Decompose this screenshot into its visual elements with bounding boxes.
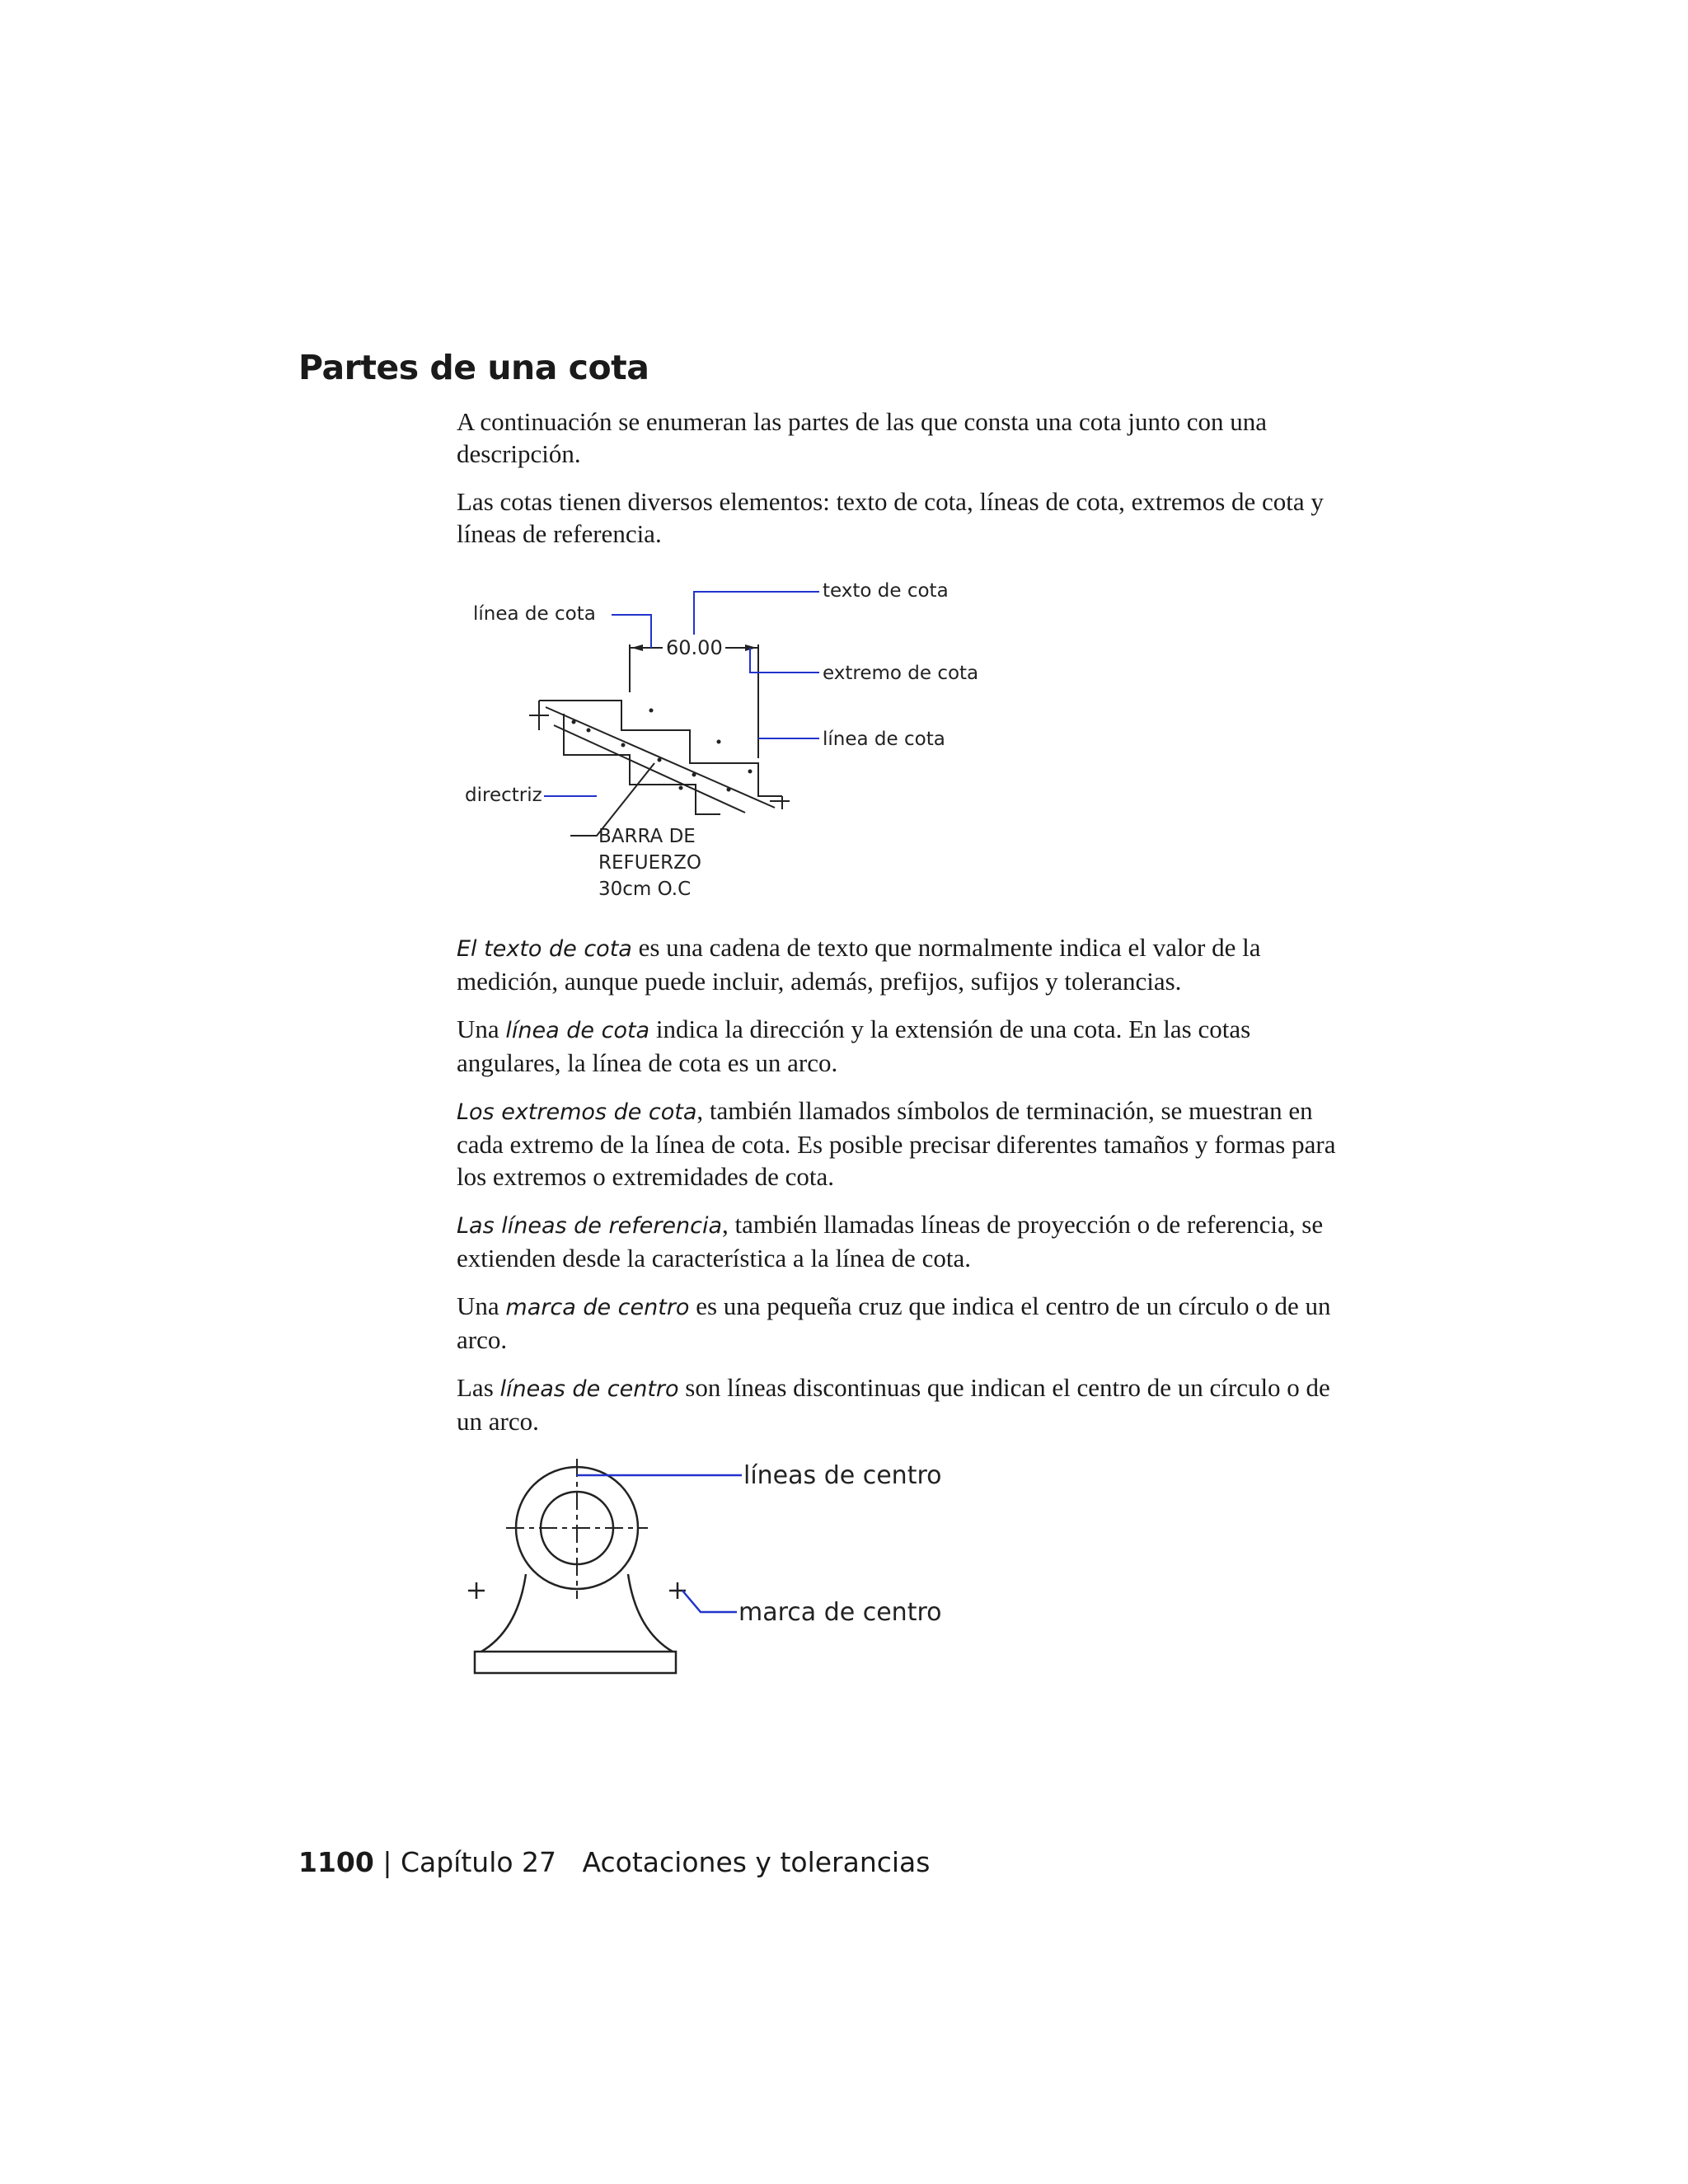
page-title: Partes de una cota	[298, 348, 649, 387]
note-line-1: BARRA DE	[598, 826, 696, 847]
definition-texto-cota: El texto de cota es una cadena de texto que normalmente indica el valor de la medición, aunque puede incluir, además, prefijos, sufijos y tolerancias.	[457, 933, 1261, 996]
footer-separator: |	[373, 1846, 401, 1878]
page-footer	[298, 1846, 930, 1878]
label-lineas-centro: líneas de centro	[743, 1461, 942, 1490]
definition-marca-centro: Una marca de centro es una pequeña cruz que indica el centro de un círculo o de un arco.	[457, 1291, 1331, 1354]
stair-outline	[539, 701, 782, 796]
definition-extremos-cota: Los extremos de cota, también llamados símbolos de terminación, se muestran en cada extremo de la línea de cota. Es posible precisar diferentes tamaños y formas para los extremos o extremidades de cota.	[457, 1096, 1336, 1191]
label-texto-cota: texto de cota	[823, 580, 949, 602]
label-extremo-cota: extremo de cota	[823, 663, 979, 684]
leader-texto-cota	[694, 592, 819, 635]
label-marca-centro: marca de centro	[738, 1598, 942, 1627]
leader-marca-centro	[682, 1591, 737, 1612]
label-linea-cota-right: línea de cota	[823, 729, 945, 750]
note-leader	[570, 763, 654, 836]
label-linea-cota-left: línea de cota	[473, 603, 596, 625]
base-plate	[475, 1652, 676, 1673]
intro-paragraph-2: Las cotas tienen diversos elementos: texto de cota, líneas de cota, extremos de cota y líneas de referencia.	[457, 487, 1324, 548]
note-line-2: REFUERZO	[598, 852, 701, 874]
leader-linea-cota-left	[612, 615, 651, 648]
dimension-value: 60.00	[666, 636, 723, 659]
intro-paragraph-1: A continuación se enumeran las partes de las que consta una cota junto con una descripción.	[457, 407, 1268, 468]
definition-lineas-referencia: Las líneas de referencia, también llamadas líneas de proyección o de referencia, se extienden desde la característica a la línea de cota.	[457, 1210, 1324, 1272]
label-directriz: directriz	[465, 785, 542, 806]
note-line-3: 30cm O.C	[598, 879, 692, 900]
definition-linea-cota: Una línea de cota indica la dirección y la extensión de una cota. En las cotas angulares, la línea de cota es un arco.	[457, 1015, 1251, 1077]
dimension-parts-figure	[457, 569, 1001, 907]
page-number: 1100	[298, 1846, 374, 1878]
dimension-arrow-left	[631, 644, 643, 651]
chapter-label: Capítulo 27	[400, 1846, 557, 1878]
chapter-title: Acotaciones y tolerancias	[582, 1846, 931, 1878]
rebar-line	[546, 707, 775, 808]
fillet-left	[481, 1574, 526, 1652]
center-marks-figure	[457, 1451, 968, 1681]
definition-lineas-centro: Las líneas de centro son líneas discontinuas que indican el centro de un círculo o de un arco.	[457, 1373, 1330, 1436]
intro-block	[457, 405, 1347, 565]
fillet-right	[628, 1574, 673, 1652]
definitions-block	[457, 931, 1347, 1453]
leader-extremo-cota	[750, 648, 819, 673]
